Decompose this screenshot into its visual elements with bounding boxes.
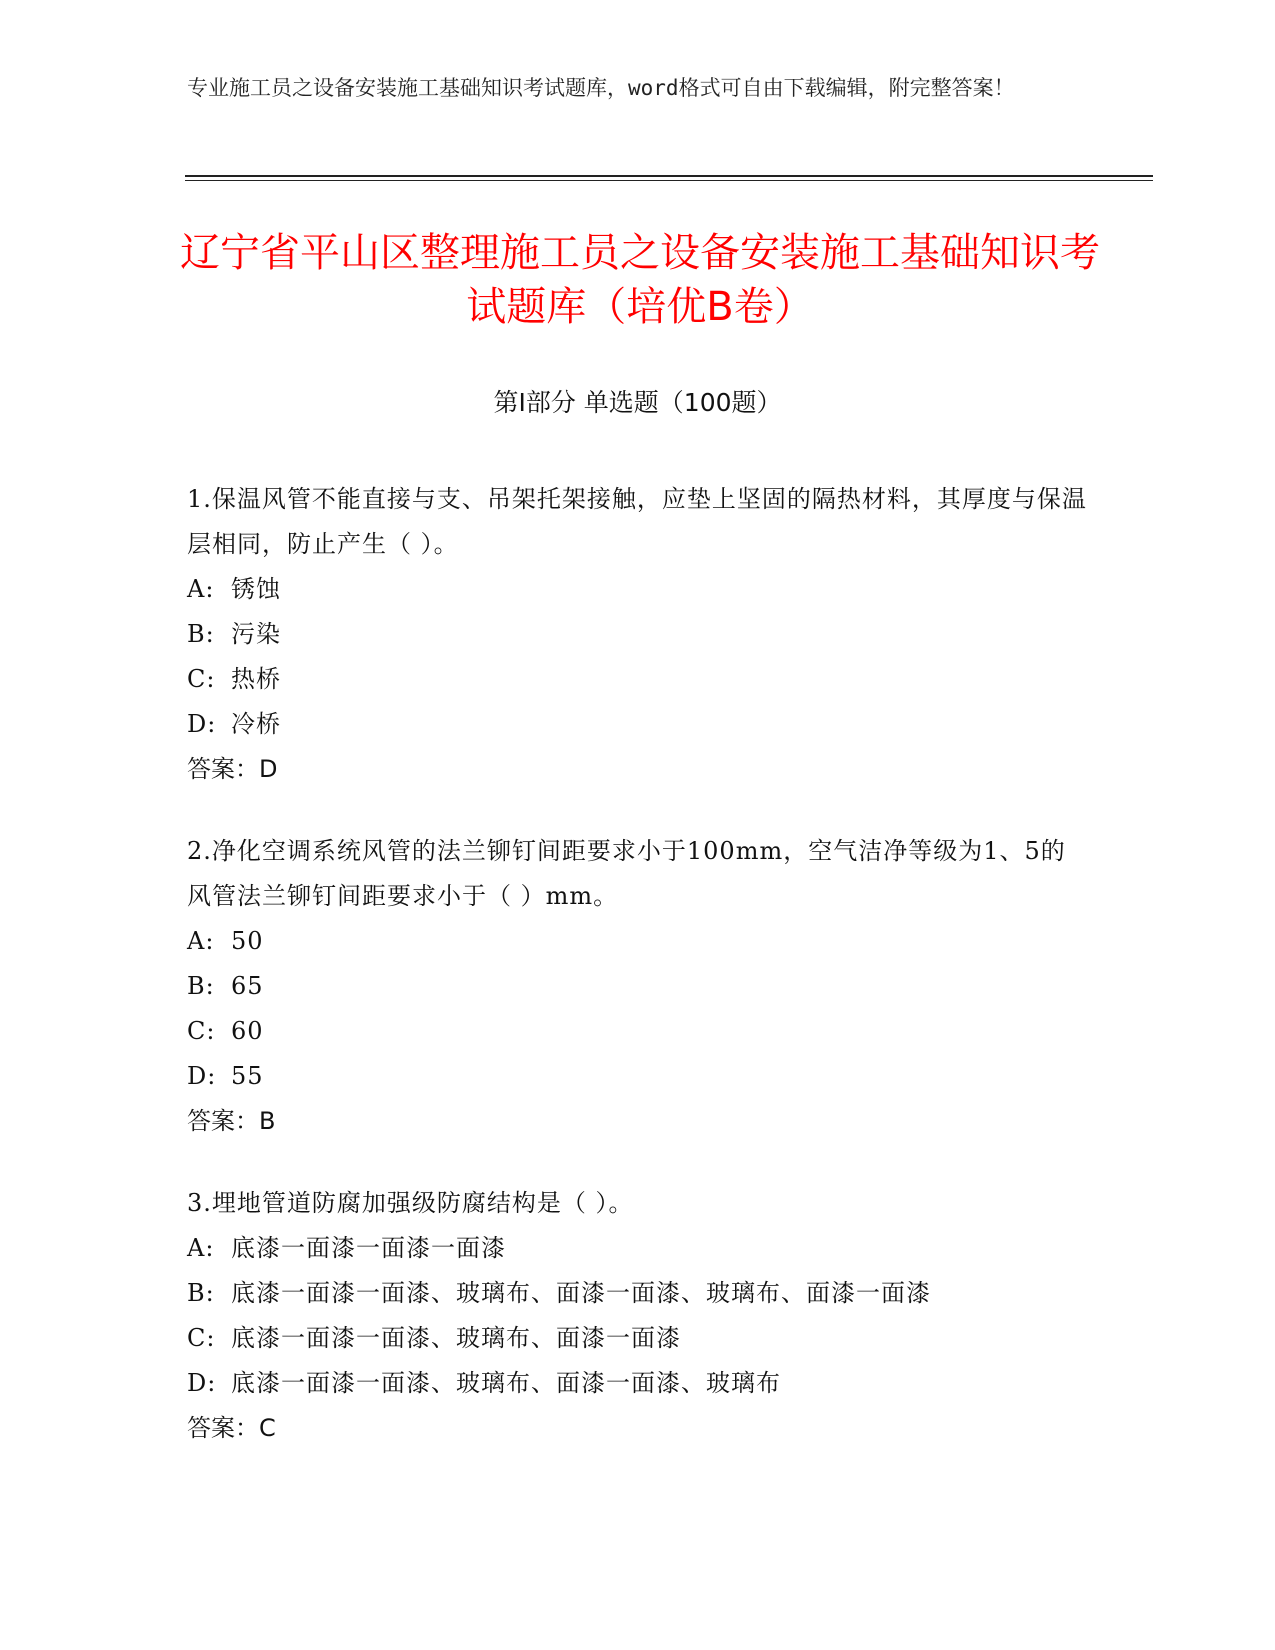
option-letter: D: — [187, 1369, 217, 1397]
option-c — [187, 1009, 1087, 1054]
answer: 答案：D — [187, 755, 278, 783]
option-b — [187, 964, 1087, 1009]
option-text: 热桥 — [231, 665, 281, 693]
option-text: 55 — [231, 1062, 264, 1090]
option-letter: A: — [187, 575, 215, 603]
question-list — [187, 477, 1087, 1488]
option-text: 底漆一面漆一面漆、玻璃布、面漆一面漆、玻璃布 — [231, 1369, 781, 1397]
option-a — [187, 919, 1087, 964]
question-stem: 1.保温风管不能直接与支、吊架托架接触，应垫上坚固的隔热材料，其厚度与保温层相同，防止产生（ ）。 — [187, 485, 1087, 558]
header-divider-thick — [185, 175, 1153, 177]
option-letter: C: — [187, 1324, 216, 1352]
option-letter: B: — [187, 972, 215, 1000]
answer: 答案：C — [187, 1414, 276, 1442]
document-title: 辽宁省平山区整理施工员之设备安装施工基础知识考试题库（培优B卷） — [180, 230, 1100, 330]
question-1 — [187, 477, 1087, 792]
option-text: 底漆一面漆一面漆、玻璃布、面漆一面漆、玻璃布、面漆一面漆 — [231, 1279, 931, 1307]
option-d — [187, 1054, 1087, 1099]
option-letter: A: — [187, 1234, 215, 1262]
option-letter: C: — [187, 665, 216, 693]
option-b — [187, 612, 1087, 657]
option-text: 冷桥 — [231, 710, 281, 738]
option-letter: C: — [187, 1017, 216, 1045]
question-3 — [187, 1181, 1087, 1451]
option-text: 底漆一面漆一面漆、玻璃布、面漆一面漆 — [231, 1324, 681, 1352]
option-letter: D: — [187, 1062, 217, 1090]
question-2 — [187, 829, 1087, 1144]
option-text: 锈蚀 — [231, 575, 281, 603]
question-stem: 3.埋地管道防腐加强级防腐结构是（ ）。 — [187, 1189, 634, 1217]
option-a — [187, 1226, 1087, 1271]
option-letter: D: — [187, 710, 217, 738]
option-text: 60 — [231, 1017, 264, 1045]
option-text: 底漆一面漆一面漆一面漆 — [231, 1234, 506, 1262]
option-a — [187, 567, 1087, 612]
option-b — [187, 1271, 1087, 1316]
option-text: 50 — [231, 927, 264, 955]
option-c — [187, 1316, 1087, 1361]
header-note: 专业施工员之设备安装施工基础知识考试题库，word格式可自由下载编辑，附完整答案！ — [187, 76, 1015, 100]
option-c — [187, 657, 1087, 702]
option-d — [187, 702, 1087, 747]
option-letter: B: — [187, 620, 215, 648]
question-stem: 2.净化空调系统风管的法兰铆钉间距要求小于100mm，空气洁净等级为1、5的风管法兰铆钉间距要求小于（ ）mm。 — [187, 837, 1066, 910]
option-letter: A: — [187, 927, 215, 955]
header-divider-thin — [185, 180, 1153, 181]
answer: 答案：B — [187, 1107, 276, 1135]
option-text: 污染 — [231, 620, 281, 648]
option-d — [187, 1361, 1087, 1406]
section-title: 第I部分 单选题（100题） — [493, 388, 782, 417]
option-letter: B: — [187, 1279, 215, 1307]
option-text: 65 — [231, 972, 264, 1000]
